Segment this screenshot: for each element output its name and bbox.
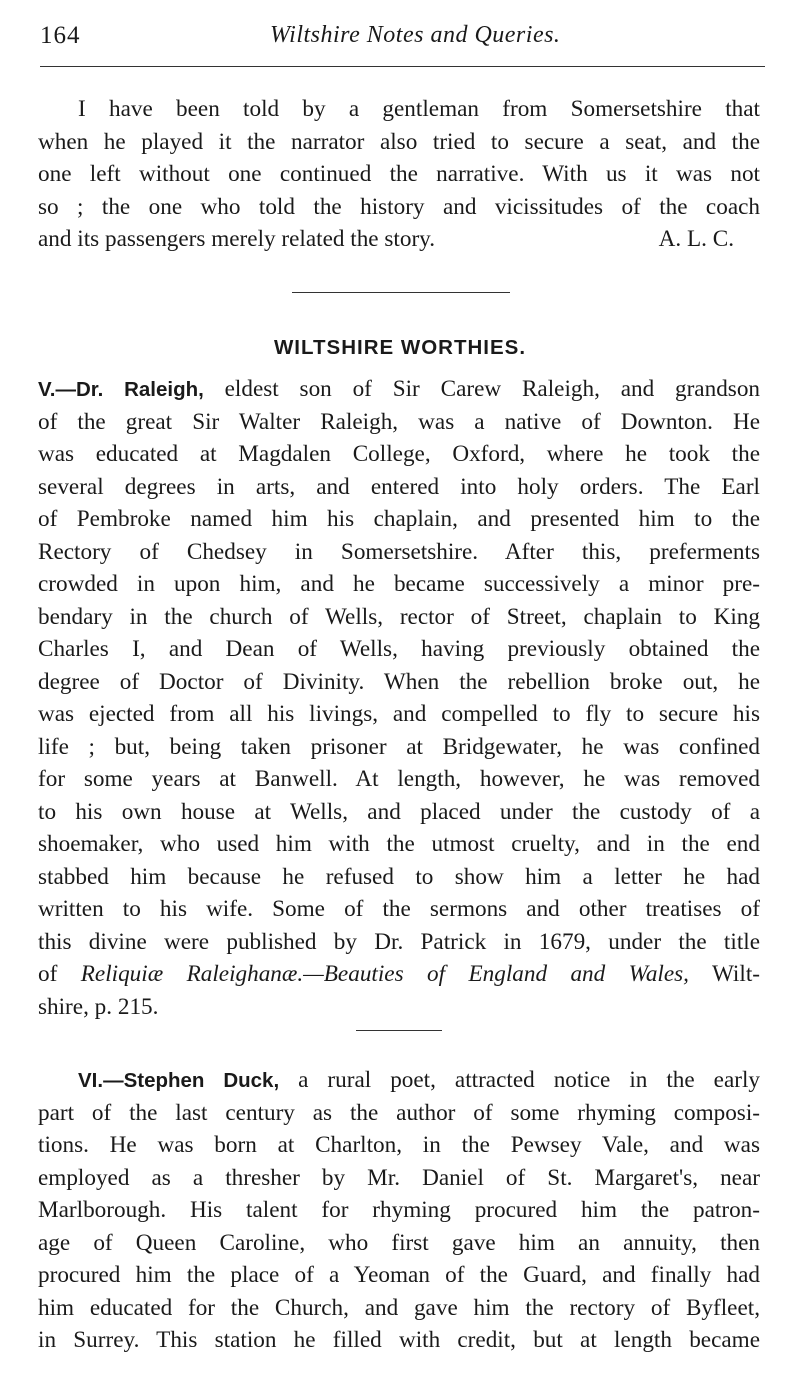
text-line: shoemaker, who used him with the utmost cruelty, and in the end bbox=[38, 831, 760, 857]
text-line: this divine were published by Dr. Patrick in 1679, under the title bbox=[38, 928, 760, 955]
text-line: so ; the one who told the history and vicissitudes of the coach bbox=[38, 193, 760, 220]
text-line: degree of Doctor of Divinity. When the rebellion broke out, he bbox=[38, 668, 760, 695]
text-line: procured him the place of a Yeoman of the Guard, and finally had bbox=[38, 1262, 760, 1288]
text-line: crowded in upon him, and he became successively a minor pre- bbox=[38, 571, 760, 597]
text-line: tions. He was born at Charlton, in the Pewsey Vale, and was bbox=[38, 1132, 760, 1158]
text-line: age of Queen Caroline, who first gave him an annuity, then bbox=[38, 1229, 760, 1256]
header-rule bbox=[40, 66, 765, 67]
text-line: bendary in the church of Wells, rector of Street, chaplain to King bbox=[38, 603, 760, 630]
signature: A. L. C. bbox=[658, 226, 734, 252]
entry-vi bbox=[38, 1064, 760, 1357]
text-line: was ejected from all his livings, and compelled to fly to secure his bbox=[38, 701, 760, 727]
page-header bbox=[40, 22, 765, 58]
section-divider bbox=[292, 292, 510, 293]
text-line: for some years at Banwell. At length, however, he was removed bbox=[38, 766, 760, 792]
entry-first-line bbox=[38, 1064, 760, 1097]
text-line: shire, p. 215. bbox=[38, 993, 159, 1020]
text-line: a rural poet, attracted notice in the early bbox=[279, 1067, 761, 1093]
citation-title: Reliquiæ Raleighanæ.—Beauties of England and Wales, bbox=[80, 961, 689, 987]
text-line: stabbed him because he refused to show him a letter he had bbox=[38, 863, 760, 890]
text-line: of Pembroke named him his chaplain, and presented him to the bbox=[38, 506, 760, 532]
entry-v bbox=[38, 373, 760, 1023]
text-line: when he played it the narrator also tried to secure a seat, and the bbox=[38, 128, 760, 155]
citation-line bbox=[38, 958, 760, 991]
text-line: several degrees in arts, and entered into holy orders. The Earl bbox=[38, 473, 760, 500]
running-title: Wiltshire Notes and Queries. bbox=[270, 22, 561, 48]
text-line: Marlborough. His talent for rhyming procured him the patron- bbox=[38, 1197, 760, 1223]
text-line: employed as a thresher by Mr. Daniel of St. Margaret's, near bbox=[38, 1164, 760, 1191]
entry-divider bbox=[356, 1030, 442, 1031]
section-heading: WILTSHIRE WORTHIES. bbox=[273, 336, 527, 359]
text-line: I have been told by a gentleman from Somersetshire that bbox=[78, 96, 760, 122]
text-line: life ; but, being taken prisoner at Bridgewater, he was confined bbox=[38, 733, 760, 760]
text-line: part of the last century as the author of some rhyming composi- bbox=[38, 1099, 760, 1126]
citation-prefix: of bbox=[38, 961, 81, 987]
entry-number: V.— bbox=[38, 378, 76, 401]
text-line: Rectory of Chedsey in Somersetshire. After this, preferments bbox=[38, 538, 760, 565]
entry-name: Dr. Raleigh, bbox=[76, 378, 204, 401]
text-line: eldest son of Sir Carew Raleigh, and grandson bbox=[203, 376, 761, 402]
text-line: one left without one continued the narrative. With us it was not bbox=[38, 161, 760, 187]
text-line: Charles I, and Dean of Wells, having previously obtained the bbox=[38, 636, 760, 662]
text-line: him educated for the Church, and gave him the rectory of Byfleet, bbox=[38, 1294, 760, 1321]
text-line: of the great Sir Walter Raleigh, was a native of Downton. He bbox=[38, 408, 760, 435]
text-line-with-signature bbox=[38, 223, 760, 256]
page-number: 164 bbox=[40, 22, 81, 49]
text-line: written to his wife. Some of the sermons and other treatises of bbox=[38, 896, 760, 922]
citation-suffix: Wilt- bbox=[688, 961, 760, 987]
text-line: in Surrey. This station he filled with credit, but at length became bbox=[38, 1327, 760, 1353]
entry-name: Stephen Duck, bbox=[123, 1069, 280, 1092]
intro-paragraph bbox=[38, 93, 760, 256]
entry-first-line bbox=[38, 373, 760, 406]
entry-number: VI.— bbox=[78, 1069, 124, 1092]
text-line: was educated at Magdalen College, Oxford, where he took the bbox=[38, 441, 760, 467]
text-line: to his own house at Wells, and placed under the custody of a bbox=[38, 798, 760, 825]
text-line: and its passengers merely related the story. bbox=[38, 226, 436, 252]
